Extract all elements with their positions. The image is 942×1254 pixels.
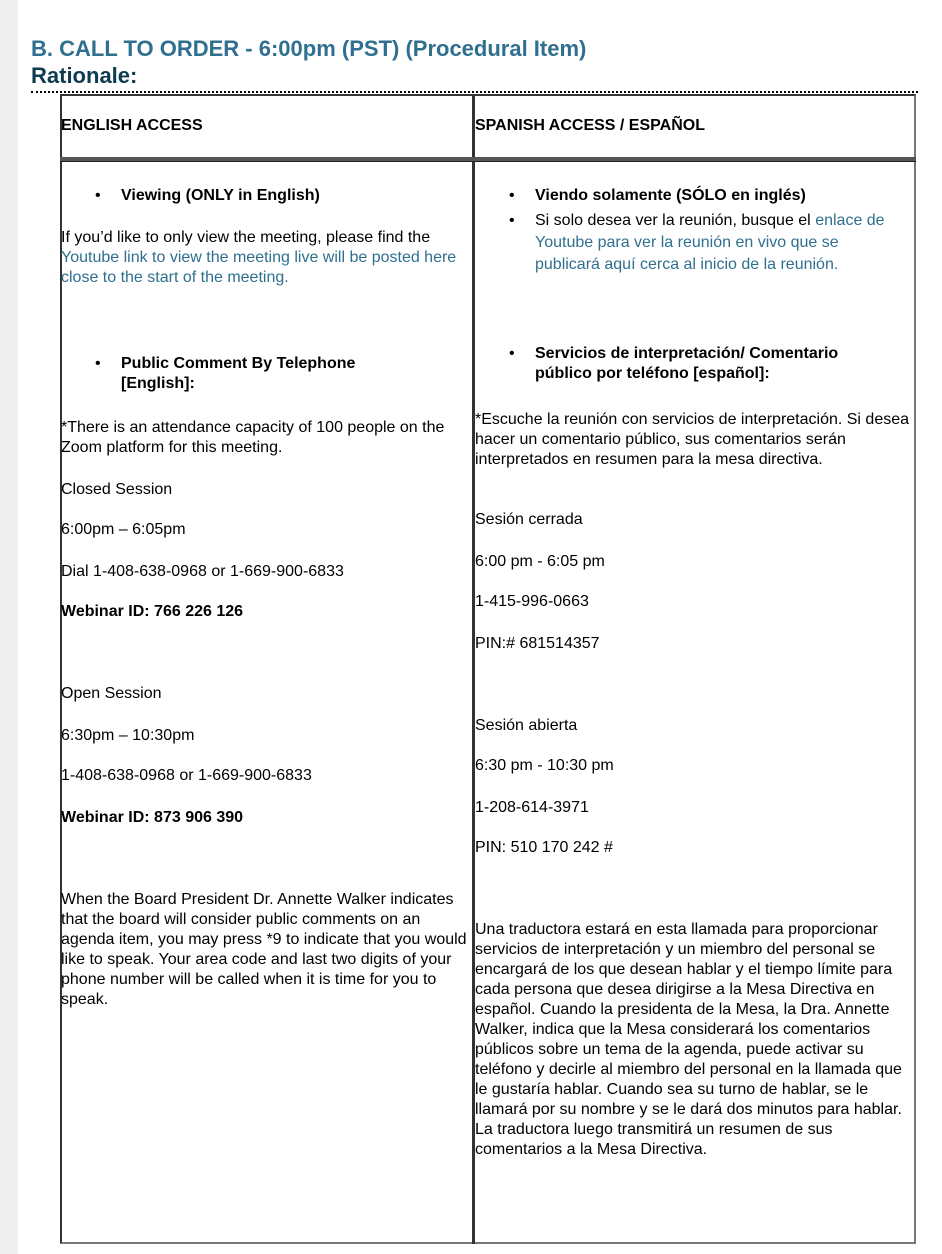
es-open-session: Sesión abierta [475, 717, 578, 734]
en-open-dial: 1-408-638-0968 or 1-669-900-6833 [61, 767, 312, 784]
en-capacity: *There is an attendance capacity of 100 people on the Zoom platform for this meeting. [61, 419, 445, 456]
es-closed-time: 6:00 pm - 6:05 pm [475, 553, 605, 570]
en-instructions: When the Board President Dr. Annette Walker indicates that the board will consider public comments on an agenda item, you may press *9 to indicate that you would like to speak. Your area code and last two digits of your phone number will be called when it is time for you to speak. [61, 891, 467, 1008]
left-margin-strip [0, 0, 18, 1254]
en-open-session: Open Session [61, 685, 162, 702]
en-open-webinar: Webinar ID: 873 906 390 [61, 809, 244, 826]
es-open-time: 6:30 pm - 10:30 pm [475, 757, 614, 774]
header-divider [60, 157, 916, 162]
en-youtube-link[interactable]: Youtube link to view the meeting live will be posted here close to the start of the meeting. [61, 249, 457, 286]
es-intro: *Escuche la reunión con servicios de interpretación. Si desea hacer un comentario público, sus comentarios serán interpretados en resumen para la mesa directiva. [475, 411, 910, 468]
es-open-pin: PIN: 510 170 242 # [475, 839, 613, 856]
es-viewing-text [535, 210, 907, 276]
header-english: ENGLISH ACCESS [61, 117, 203, 134]
en-closed-session: Closed Session [61, 481, 173, 498]
en-phone-title: • Public Comment By Telephone [English]: [121, 354, 421, 394]
en-closed-dial: Dial 1-408-638-0968 or 1-669-900-6833 [61, 563, 344, 580]
es-viewing-title: • Viendo solamente (SÓLO en inglés) [535, 186, 905, 206]
es-youtube-link[interactable]: enlace de Youtube para ver la reunión en vivo que se publicará aquí cerca al inicio de la reunión. [535, 212, 885, 273]
es-closed-session: Sesión cerrada [475, 511, 583, 528]
section-heading: B. CALL TO ORDER - 6:00pm (PST) (Procedural Item) [31, 36, 587, 61]
es-open-dial: 1-208-614-3971 [475, 799, 589, 816]
en-closed-time: 6:00pm – 6:05pm [61, 521, 186, 538]
es-closed-pin: PIN:# 681514357 [475, 635, 600, 652]
en-open-time: 6:30pm – 10:30pm [61, 727, 195, 744]
en-closed-webinar: Webinar ID: 766 226 126 [61, 603, 244, 620]
header-spanish: SPANISH ACCESS / ESPAÑOL [475, 117, 705, 134]
es-closed-dial: 1-415-996-0663 [475, 593, 589, 610]
es-viewing-text-body: Si solo desea ver la reunión, busque el [535, 212, 816, 229]
en-viewing-title: • Viewing (ONLY in English) [121, 186, 461, 206]
en-viewing-text-body: If you’d like to only view the meeting, please find the [61, 229, 431, 246]
rationale-label: Rationale: [31, 63, 138, 88]
en-viewing-text [61, 228, 469, 288]
es-phone-title: • Servicios de interpretación/ Comentario público por teléfono [español]: [535, 344, 895, 384]
dotted-divider [31, 91, 918, 93]
es-instructions: Una traductora estará en esta llamada para proporcionar servicios de interpretación y un miembro del personal se encargará de los que desean hablar y el tiempo límite para cada persona que desea dirigirse a la Mesa Directiva en español. Cuando la presidenta de la Mesa, la Dra. Annette Walker, indica que la Mesa considerará los comentarios públicos sobre un tema de la agenda, puede activar su teléfono y decirle al miembro del personal en la llamada que le gustaría hablar. Cuando sea su turno de hablar, se le llamará por su nombre y se le dará dos minutos para hablar. La traductora luego transmitirá un resumen de sus comentarios a la Mesa Directiva. [475, 921, 902, 1158]
